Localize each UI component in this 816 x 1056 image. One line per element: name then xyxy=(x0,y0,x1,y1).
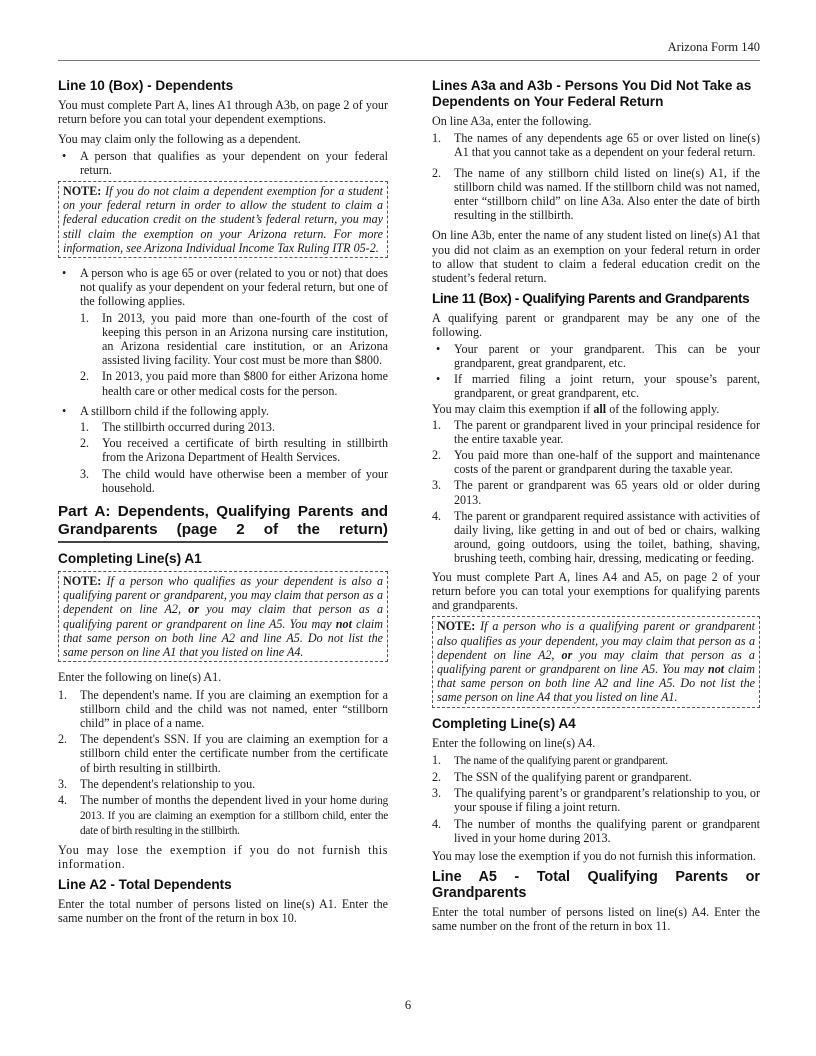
list-item: • A person who is age 65 or over (related to you or not) that does not qualify as your dependent on your federal return, but one of the following applies. xyxy=(62,266,388,309)
note-label: NOTE: xyxy=(63,184,102,199)
a2-heading: Line A2 - Total Dependents xyxy=(58,876,232,892)
a4-heading: Completing Line(s) A4 xyxy=(432,715,576,731)
list-item: 1. The parent or grandparent lived in your principal residence for the entire taxable year. xyxy=(432,417,760,446)
list-item: 3. The qualifying parent’s or grandparent’s relationship to you, or your spouse if filing a joint return. xyxy=(432,786,760,815)
line10-note xyxy=(58,181,388,258)
bullet-icon: • xyxy=(62,403,67,418)
line10-paragraph-1: You must complete Part A, lines A1 through A3b, on page 2 of your return before you can total your dependent exemptions. xyxy=(58,98,388,127)
bullet-icon: • xyxy=(62,148,67,163)
line10-sublist-2 xyxy=(78,420,388,495)
a3-heading: Lines A3a and A3b - Persons You Did Not Take as Dependents on Your Federal Return xyxy=(432,78,752,109)
list-item: 2. You received a certificate of birth resulting in stillbirth from the Arizona Department of Health Services. xyxy=(80,436,388,465)
a1-note: NOTE: If a person who qualifies as your dependent is also a qualifying parent or grandparent, you may claim that person as a dependent on line A2, or you may claim that person as a qualifying parent or grandparent on line A5. You may not claim that same person on both line A2 and line A5. Do not list the same person on line A1 that you listed on line A4. xyxy=(58,571,388,662)
list-item: 2. You paid more than one-half of the support and maintenance costs of the parent or grandparent during the taxable year. xyxy=(432,448,760,477)
line10-paragraph-2: You may claim only the following as a dependent. xyxy=(58,132,301,147)
line10-heading: Line 10 (Box) - Dependents xyxy=(58,78,234,93)
a4-list xyxy=(432,753,760,845)
a5-text: Enter the total number of persons listed on line(s) A4. Enter the same number on the front of the return in box 11. xyxy=(432,905,760,934)
list-item: • A stillborn child if the following apply. xyxy=(62,403,269,418)
a1-intro: Enter the following on line(s) A1. xyxy=(58,670,222,685)
list-item: 1. In 2013, you paid more than one-fourth of the cost of keeping this person in an Arizona nursing care institution, an Arizona residential care institution, or an Arizona assisted living facility. Your cost must be more than $800. xyxy=(80,310,388,368)
line11-claim: You may claim this exemption if all of the following apply. xyxy=(432,402,720,417)
list-item: 2. The name of any stillborn child listed on line(s) A1, if the stillborn child was named. If the stillborn child was not named, enter “stillborn child” on line A3a. Also enter the date of birth resulting in the stillbirth. xyxy=(432,165,760,223)
line10-bullet-list-3 xyxy=(58,404,388,418)
a5-heading: Line A5 - Total Qualifying Parents or Grandparents xyxy=(432,869,760,902)
a1-list xyxy=(58,688,388,839)
line10-bullet-list-1 xyxy=(58,149,388,177)
list-item: • Your parent or your grandparent. This can be your grandparent, great grandparent, etc. xyxy=(436,341,760,370)
list-item: 3. The dependent's relationship to you. xyxy=(58,776,256,791)
list-item: 2. The SSN of the qualifying parent or grandparent. xyxy=(432,769,692,784)
a1-lose-exemption: You may lose the exemption if you do not furnish this information. xyxy=(58,842,388,871)
page-header: Arizona Form 140 xyxy=(667,40,760,54)
list-item: 2. The dependent's SSN. If you are claiming an exemption for a stillborn child enter the certificate number from the certificate of birth resulting in stillbirth. xyxy=(58,732,388,775)
list-item: 1. The dependent's name. If you are claiming an exemption for a stillborn child and the child was not named, enter “stillborn child” in place of a name. xyxy=(58,687,388,730)
line11-intro: A qualifying parent or grandparent may be any one of the following. xyxy=(432,311,760,340)
list-item: 3. The parent or grandparent was 65 years old or older during 2013. xyxy=(432,478,760,507)
a2-text: Enter the total number of persons listed on line(s) A1. Enter the same number on the front of the return in box 10. xyxy=(58,896,388,926)
bullet-icon: • xyxy=(62,266,67,281)
a4-intro: Enter the following on line(s) A4. xyxy=(432,735,596,750)
a4-lose-exemption: You may lose the exemption if you do not furnish this information. xyxy=(432,848,756,863)
right-column xyxy=(432,78,760,940)
line11-bullet-list xyxy=(432,342,760,401)
list-item: 2. In 2013, you paid more than $800 for either Arizona home health care or other medical costs for the person. xyxy=(80,369,388,398)
note-label: NOTE: xyxy=(437,619,476,634)
left-column xyxy=(58,78,388,931)
note-text: If you do not claim a dependent exemption for a student on your federal return in order to allow the student to claim a federal education credit on the student’s federal return, you may still claim the exemption on your Arizona return. For more information, see Arizona Individual Income Tax Ruling ITR 05-2. xyxy=(63,184,383,255)
bullet-icon: • xyxy=(436,372,441,387)
part-a-heading: Part A: Dependents, Qualifying Parents and Grandparents (page 2 of the return) xyxy=(58,503,388,543)
note-label: NOTE: xyxy=(63,574,102,589)
line11-note: NOTE: If a person who is a qualifying parent or grandparent also qualifies as your dependent, you may claim that person as a dependent on line A2, or you may claim that person as a qualifying parent or grandparent on line A5. You may not claim that same person on both line A2 and line A5. Do not list the same person on line A4 that you listed on line A1. xyxy=(432,616,760,707)
list-item: • A person that qualifies as your dependent on your federal return. xyxy=(62,148,388,177)
a3-list xyxy=(432,131,760,222)
list-item: 4. The number of months the dependent lived in your home during 2013. If you are claiming an exemption for a stillborn child, enter the date of birth resulting in the stillbirth. xyxy=(58,792,388,838)
list-item: 4. The parent or grandparent required assistance with activities of daily living, like getting in and out of bed or chairs, walking around, going outdoors, using the toilet, bathing, shaving, brushing teeth, combing hair, dressing, medicating or feeding. xyxy=(432,508,760,566)
line11-must-complete: You must complete Part A, lines A4 and A5, on page 2 of your return before you can total your exemptions for qualifying parents and grandparents. xyxy=(432,569,760,613)
list-item: 1. The names of any dependents age 65 or over listed on line(s) A1 that you cannot take as a dependent on your federal return. xyxy=(432,131,760,160)
list-item: 1. The stillbirth occurred during 2013. xyxy=(80,420,275,435)
a3b-text: On line A3b, enter the name of any student listed on line(s) A1 that you did not claim as an exemption on your federal return in order to allow that student to claim a federal education credit on the student’s federal return. xyxy=(432,228,760,286)
line10-bullet-list-2 xyxy=(58,266,388,309)
line10-sublist-1 xyxy=(78,311,388,398)
line11-list xyxy=(432,418,760,566)
list-item: 3. The child would have otherwise been a member of your household. xyxy=(80,466,388,495)
line11-heading: Line 11 (Box) - Qualifying Parents and Grandparents xyxy=(432,291,750,307)
bullet-icon: • xyxy=(436,341,441,356)
header-rule xyxy=(58,60,760,61)
page-number: 6 xyxy=(404,998,412,1012)
a3-intro: On line A3a, enter the following. xyxy=(432,114,592,128)
a1-heading: Completing Line(s) A1 xyxy=(58,551,202,567)
list-item: 1. The name of the qualifying parent or grandparent. xyxy=(432,752,668,767)
list-item: • If married filing a joint return, your spouse’s parent, grandparent, or great grandparent, etc. xyxy=(436,372,760,401)
list-item: 4. The number of months the qualifying parent or grandparent lived in your home during 2013. xyxy=(432,816,760,845)
